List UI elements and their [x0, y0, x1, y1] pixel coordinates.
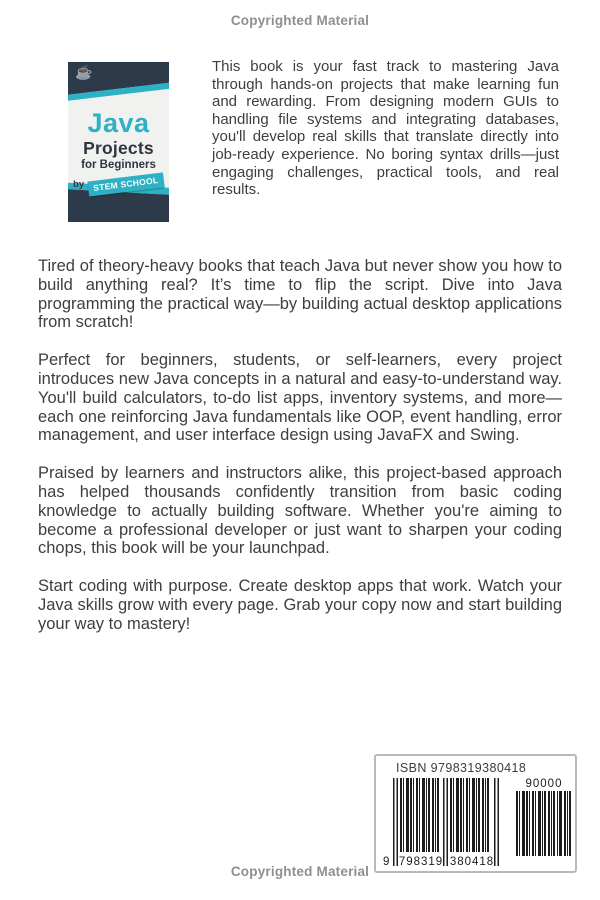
ean-left-digit: 9 [383, 856, 391, 868]
isbn-label: ISBN 9798319380418 [396, 761, 527, 775]
price-supplement-barcode [514, 776, 574, 860]
coffee-cup-icon: ☕ [75, 64, 93, 80]
publisher-ribbon: STEM SCHOOL [88, 173, 165, 197]
ean-digit-group-2: 380418 [449, 856, 495, 868]
front-cover-thumbnail [68, 62, 169, 222]
description-paragraph-3: Praised by learners and instructors alike, this project-based approach has helped thousands confidently transition from basic coding knowledge to actually building software. Whether you're aiming to become a professional developer or just want to sharpen your coding chops, this book will be your launchpad. [38, 464, 562, 558]
ean-digit-group-1: 798319 [398, 856, 444, 868]
copyright-notice-top: Copyrighted Material [230, 13, 370, 28]
cover-audience-subtitle: for Beginners [81, 159, 156, 172]
isbn-barcode [381, 776, 509, 872]
barcode-bars [393, 778, 499, 866]
intro-paragraph: This book is your fast track to mastering Java through hands-on projects that make learning fun and rewarding. From designing modern GUIs to handling file systems and integrating databases, you'll develop real skills that translate directly into job-ready experience. No boring syntax drills—just engaging challenges, practical tools, and real results. [212, 58, 559, 199]
cover-byline [73, 177, 164, 192]
description-section [38, 257, 562, 653]
supplement-code: 90000 [525, 778, 563, 790]
description-paragraph-4: Start coding with purpose. Create desktop apps that work. Watch your Java skills grow with every page. Grab your copy now and start building your way to mastery! [38, 577, 562, 633]
description-paragraph-1: Tired of theory-heavy books that teach Java but never show you how to build anything real? It’s time to flip the script. Dive into Java programming the practical way—by building actual desktop applications from scratch! [38, 257, 562, 332]
by-label: by [73, 178, 85, 190]
copyright-notice-bottom: Copyrighted Material [230, 864, 370, 879]
barcode-panel [374, 754, 577, 873]
supplement-bars [516, 791, 571, 856]
cover-series-title: Projects [83, 137, 154, 158]
cover-text-block [68, 62, 169, 222]
description-paragraph-2: Perfect for beginners, students, or self-learners, every project introduces new Java concepts in a natural and easy-to-understand way. You'll build calculators, to-do list apps, inventory systems, and more—each one reinforcing Java fundamentals like OOP, event handling, error management, and user interface design using JavaFX and Swing. [38, 351, 562, 445]
barcode-row [376, 776, 575, 872]
cover-title: Java [87, 108, 150, 138]
